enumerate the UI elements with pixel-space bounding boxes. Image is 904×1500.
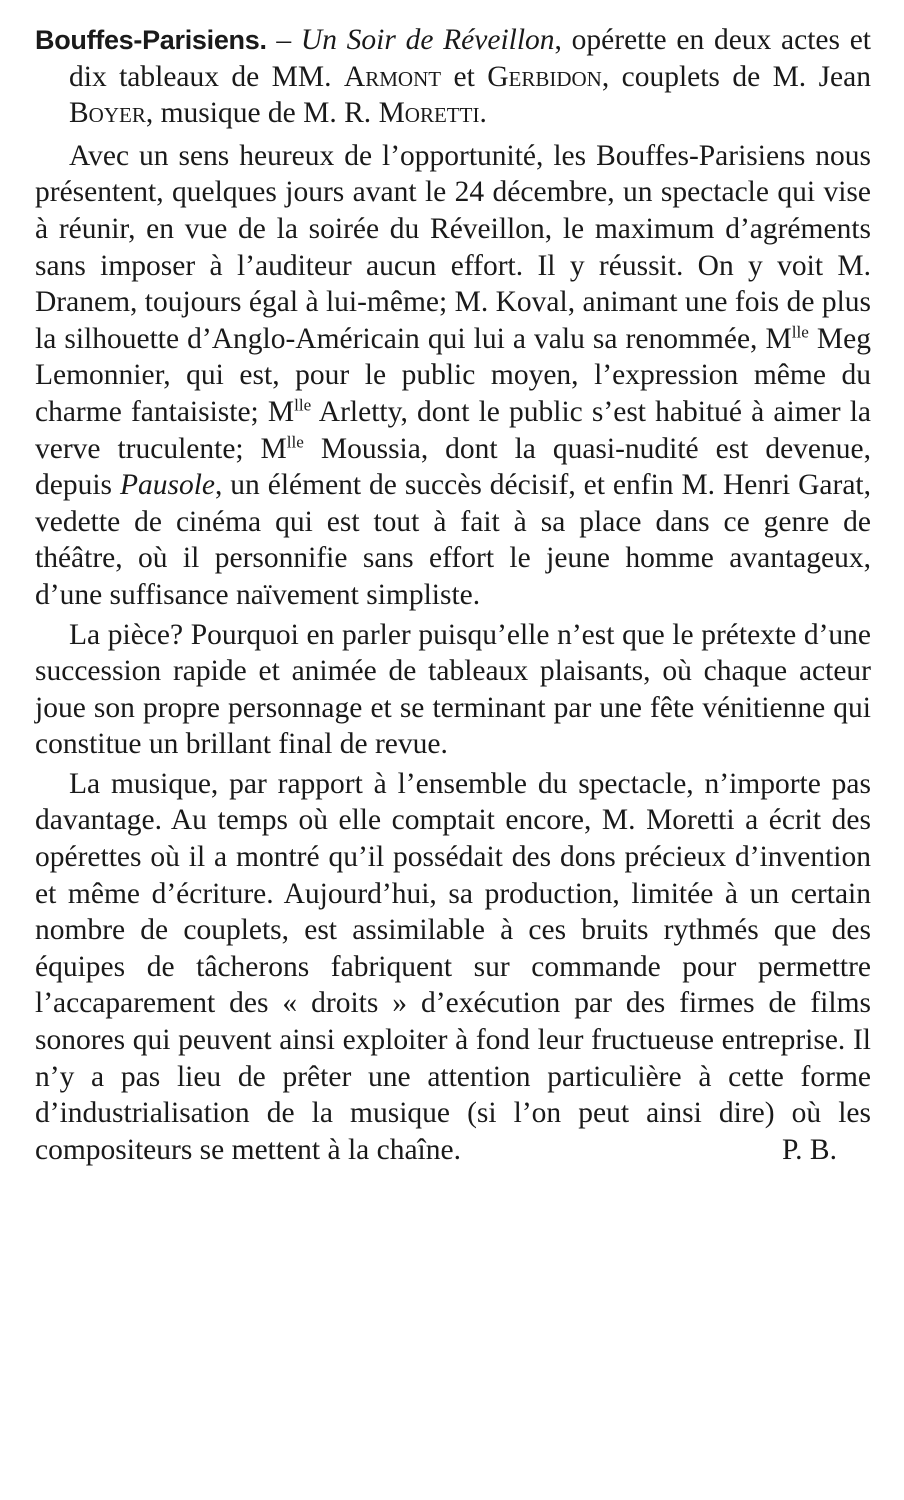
title-abbreviation: lle: [286, 431, 304, 451]
heading-desc-5: .: [479, 97, 487, 130]
author-name-2: Gerbidon: [487, 60, 602, 93]
theatre-name: Bouffes-Parisiens.: [35, 25, 267, 55]
title-abbreviation: lle: [791, 322, 809, 342]
heading-dash: –: [266, 24, 301, 56]
author-signature: P. B.: [782, 1133, 837, 1166]
paragraph-music: [35, 766, 871, 1169]
title-abbreviation: lle: [294, 395, 312, 415]
paragraph-cast: [35, 138, 871, 614]
lyricist-name: Boyer: [69, 97, 146, 130]
heading-desc-2: et: [441, 60, 488, 93]
heading-desc-1: , opérette en deux actes et dix tableaux de MM.: [69, 24, 872, 93]
review-article: [35, 22, 871, 1168]
composer-name: Moretti: [378, 97, 480, 130]
heading-desc-3: , couplets de M. Jean: [601, 60, 871, 93]
heading-desc-4: , musique de M. R.: [145, 97, 379, 130]
paragraph-text: Avec un sens heureux de l’opportunité, les Bouffes-Parisiens nous présentent, quelques jours avant le 24 décembre, un spectacle qui vise à réunir, en vue de la soirée du Réveillon, le maximum d’agréments sans imposer à l’auditeur aucun effort. Il y réussit. On y voit M. Dranem, toujours égal à lui-même; M. Koval, animant une fois de plus la silhouette d’Anglo-Américain qui lui a valu sa renommée, M: [35, 139, 871, 355]
play-title: Un Soir de Réveillon: [300, 24, 555, 56]
paragraph-text: Moussia, dont la quasi-nudité est devenue, depuis: [35, 432, 871, 502]
paragraph-text: Meg Lemonnier, qui est, pour le public moyen, l’expression même du charme fantaisiste; M: [35, 322, 871, 428]
work-title-pausole: Pausole: [119, 469, 215, 502]
paragraph-text: La musique, par rapport à l’ensemble du spectacle, n’importe pas davantage. Au temps où elle comptait encore, M. Moretti a écrit des opérettes où il a montré qu’il possédait des dons précieux d’invention et même d’écriture. Aujourd’hui, sa production, limitée à un certain nombre de couplets, est assimilable à ces bruits rythmés que des équipes de tâcherons fabriquent sur commande pour permettre l’accaparement des « droits » d’exécution par des firmes de films sonores qui peuvent ainsi exploiter à fond leur fructueuse entreprise. Il n’y a pas lieu de prêter une attention particulière à cette forme d’industrialisation de la musique (si l’on peut ainsi dire) où les compositeurs se mettent à la chaîne.: [35, 767, 871, 1166]
paragraph-text: Arletty, dont le public s’est habitué à aimer la verve truculente; M: [35, 395, 871, 465]
paragraph-text: , un élément de succès décisif, et enfin M. Henri Garat, vedette de cinéma qui est tout à fait à sa place dans ce genre de théâtre, où il personnifie sans effort le jeune homme avantageux, d’une suffisance naïvement simpliste.: [35, 469, 871, 611]
review-heading: [35, 22, 871, 132]
paragraph-play: La pièce? Pourquoi en parler puisqu’elle n’est que le prétexte d’une succession rapide et animée de tableaux plaisants, où chaque acteur joue son propre personnage et se terminant par une fête vénitienne qui constitue un brillant final de revue.: [35, 618, 871, 761]
author-name-1: Armont: [343, 60, 442, 93]
